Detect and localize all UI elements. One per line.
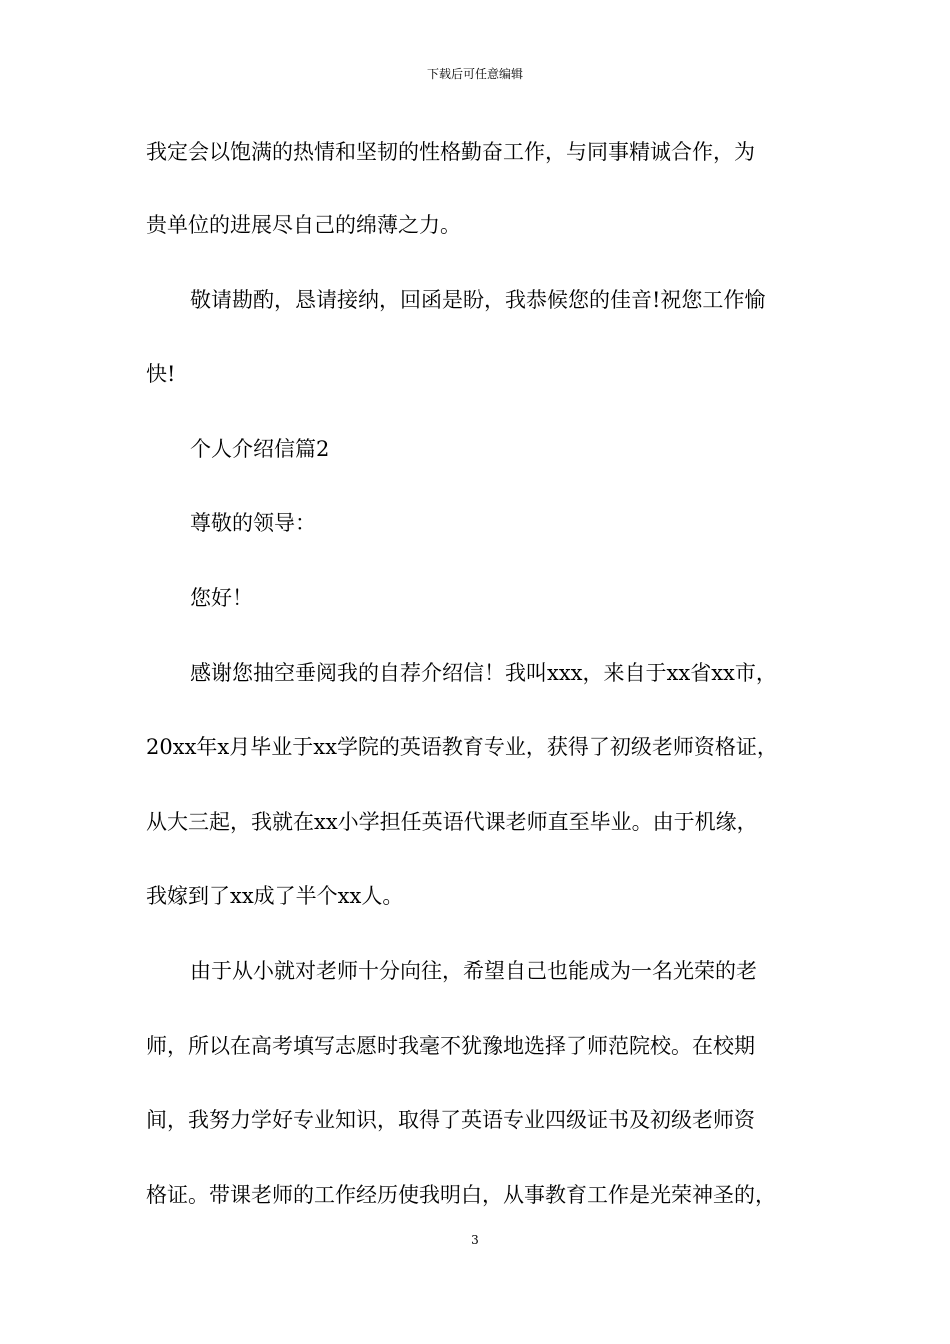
text-line-1: 我定会以饱满的热情和坚韧的性格勤奋工作，与同事精诚合作，为 [146,140,755,164]
page-number: 3 [471,1233,479,1247]
page-header: 下载后可任意编辑 [426,67,523,81]
text-line-11: 我嫁到了xx成了半个xx人。 [146,884,404,908]
text-line-9: 20xx年x月毕业于xx学院的英语教育专业，获得了初级老师资格证， [146,735,778,759]
text-line-12: 由于从小就对老师十分向往，希望自己也能成为一名光荣的老 [190,959,757,983]
section-heading: 个人介绍信篇2 [190,437,330,461]
text-line-4: 快! [146,362,176,386]
text-line-3: 敬请勘酌，恳请接纳，回函是盼，我恭候您的佳音!祝您工作愉 [190,288,766,312]
text-line-13: 师，所以在高考填写志愿时我毫不犹豫地选择了师范院校。在校期 [146,1034,755,1058]
salutation: 尊敬的领导： [190,511,316,535]
text-line-10: 从大三起，我就在xx小学担任英语代课老师直至毕业。由于机缘， [146,810,758,834]
text-line-8: 感谢您抽空垂阅我的自荐介绍信！我叫xxx，来自于xx省xx市， [190,661,777,685]
text-line-2: 贵单位的进展尽自己的绵薄之力。 [146,213,461,237]
greeting: 您好！ [190,586,253,610]
text-line-15: 格证。带课老师的工作经历使我明白，从事教育工作是光荣神圣的， [146,1183,776,1207]
text-line-14: 间，我努力学好专业知识，取得了英语专业四级证书及初级老师资 [146,1108,755,1132]
